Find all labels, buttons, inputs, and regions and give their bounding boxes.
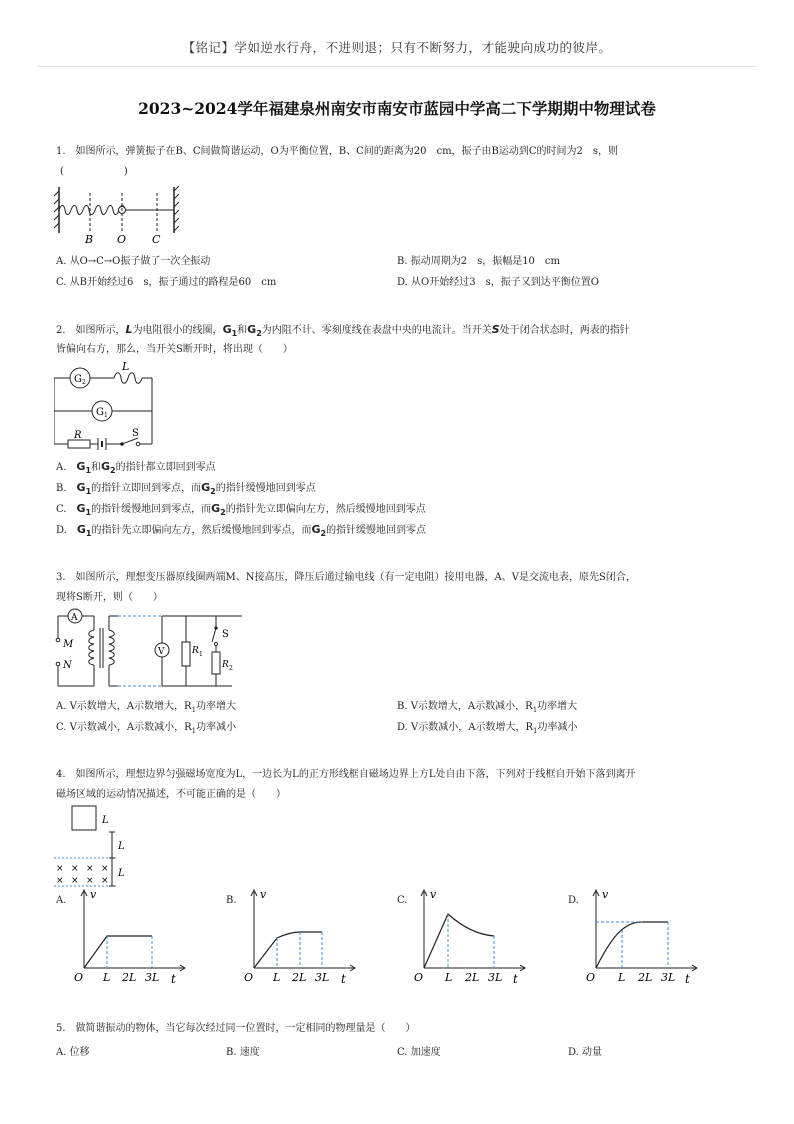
q2-text2: 为内阻不计、零刻度线在表盘中央的电流计。当开关 [261, 325, 492, 336]
q4-cross: × [71, 876, 79, 886]
q2-option-b[interactable] [56, 479, 316, 496]
q1-option-c[interactable]: C. 从B开始经过6 s，振子通过的路程是60 cm [56, 277, 277, 288]
q2-opt-a-g1: G [76, 460, 86, 473]
q2-fig-r: R [74, 430, 82, 441]
q2-opt-a-letter: A. [56, 462, 77, 473]
q4-cross: × [56, 876, 64, 886]
q4-graph-c-t: t [513, 972, 518, 986]
q2-text1: 为电阻很小的线圈， [132, 325, 223, 336]
q2-opt-c-g1-sub: 1 [85, 508, 92, 517]
q2-opt-c-letter: C. [56, 504, 77, 515]
q2-opt-c-g1: G [76, 502, 86, 515]
q2-option-d[interactable] [56, 521, 426, 538]
q2-opt-c-post: 的指针先立即偏向左方，然后缓慢地回到零点 [225, 504, 426, 515]
q1-stem-line1: 1. 如图所示，弹簧振子在B、C间做简谐运动，O为平衡位置，B、C间的距离为20 cm，振子由B运动到C的时间为2 s，则 [56, 146, 619, 157]
q2-opt-b-mid: 的指针立即回到零点，而 [91, 483, 202, 494]
exam-title: 2023~2024学年福建泉州南安市南安市蓝园中学高二下学期期中物理试卷 [138, 99, 656, 118]
q3-option-d[interactable] [397, 718, 577, 735]
q4-magnetic-field-figure [54, 804, 144, 890]
q2-g1-sub: 1 [231, 329, 238, 338]
q4-graph-b-v: v [260, 888, 267, 901]
q4-graph-b-3l: 3L [315, 971, 330, 984]
q4-graph-a-o: O [74, 971, 84, 984]
q2-opt-a-g2: G [101, 460, 111, 473]
q4-graph-d-l: L [618, 971, 626, 984]
q5-stem: 5. 做简谐振动的物体，当它每次经过同一位置时，一定相同的物理量是（ ） [56, 1023, 416, 1034]
q4-cross: × [86, 876, 94, 886]
q1-option-a[interactable]: A. 从O→C→O振子做了一次全振动 [56, 256, 211, 267]
q4-cross: × [56, 864, 64, 874]
q3-fig-a: A [71, 613, 78, 623]
q3-opt-c-text: C. V示数减小，A示数减小，R [56, 722, 192, 733]
q2-opt-a-g1-sub: 1 [85, 466, 92, 475]
q3-transformer-figure [54, 606, 244, 692]
q2-fig-s: S [132, 428, 139, 439]
q4-graph-c [410, 886, 530, 986]
q3-fig-r2: R [222, 660, 229, 670]
q4-option-c-letter[interactable]: C. [397, 895, 408, 906]
q4-graph-d-o: O [586, 971, 596, 984]
q2-opt-a-mid: 和 [91, 462, 102, 473]
q2-fig-g2-sub: 2 [82, 379, 86, 386]
q1-spring-oscillator-figure [54, 183, 184, 245]
q3-stem-line1: 3. 如图所示，理想变压器原线圈两端M、N接高压，降压后通过输电线（有一定电阻）接用电器，A、V是交流电表，原先S闭合， [56, 572, 636, 583]
q1-option-b[interactable]: B. 振动周期为2 s，振幅是10 cm [397, 256, 561, 267]
q4-graph-b-o: O [244, 971, 254, 984]
q4-fig-l1: L [102, 815, 109, 826]
q3-option-c[interactable] [56, 718, 236, 735]
q5-option-c[interactable]: C. 加速度 [397, 1047, 441, 1058]
q3-fig-r1: R [192, 646, 199, 656]
q2-stem-line2: 皆偏向右方，那么，当开关S断开时，将出现（ ） [56, 344, 293, 355]
q3-fig-n: N [63, 660, 72, 671]
q4-cross: × [101, 876, 109, 886]
q3-fig-r1-sub: 1 [199, 651, 203, 658]
q4-cross: × [101, 864, 109, 874]
q4-graph-d-v: v [602, 888, 609, 901]
q2-opt-d-g2-sub: 2 [320, 529, 327, 538]
q4-graph-c-l: L [445, 971, 453, 984]
q3-option-b[interactable] [397, 697, 577, 714]
q1-label-o: O [117, 233, 127, 245]
q3-opt-c-sub: 1 [191, 727, 197, 735]
q4-graph-d [582, 886, 702, 986]
q4-graph-d-t: t [685, 972, 690, 986]
q3-opt-b-text: B. V示数增大，A示数减小，R [397, 701, 533, 712]
q2-option-c[interactable] [56, 500, 426, 517]
q4-graph-a-3l: 3L [145, 971, 160, 984]
q4-cross: × [86, 864, 94, 874]
q4-graph-a [70, 886, 190, 986]
q2-opt-c-g2: G [211, 502, 221, 515]
q4-graph-a-v: v [90, 888, 97, 901]
q3-opt-d-sub: 1 [533, 727, 538, 735]
q4-graph-c-3l: 3L [488, 971, 503, 984]
q3-opt-a-sub: 1 [191, 706, 197, 714]
q4-graph-d-2l: 2L [638, 971, 653, 984]
q2-opt-d-g2: G [311, 523, 321, 536]
q2-fig-g1: G [96, 407, 104, 418]
q2-g1: G [222, 323, 232, 336]
q3-opt-a-text: A. V示数增大，A示数增大，R [56, 701, 192, 712]
q2-g2-sub: 2 [256, 329, 262, 338]
q2-opt-a-g2-sub: 2 [110, 466, 116, 475]
q2-opt-b-post: 的指针缓慢地回到零点 [215, 483, 316, 494]
q3-fig-s: S [222, 629, 229, 640]
q3-stem-line2: 现将S断开，则（ ） [56, 592, 163, 603]
q3-option-a[interactable] [56, 697, 236, 714]
q2-opt-b-letter: B. [56, 483, 77, 494]
q4-graph-a-l: L [103, 971, 111, 984]
q1-label-c: C [152, 233, 161, 245]
q4-option-a-letter[interactable]: A. [56, 895, 67, 906]
q2-opt-b-g2: G [201, 481, 211, 494]
q2-opt-d-mid: 的指针先立即偏向左方，然后缓慢地回到零点，而 [91, 525, 312, 536]
q4-option-d-letter[interactable]: D. [568, 895, 579, 906]
q4-graph-c-o: O [414, 971, 424, 984]
q2-opt-c-mid: 的指针缓慢地回到零点，而 [91, 504, 212, 515]
q4-fig-l2: L [118, 841, 125, 852]
q1-stem-line2: ( ) [60, 166, 128, 177]
q2-text3: 处于闭合状态时，两表的指针 [499, 325, 630, 336]
q2-opt-b-g2-sub: 2 [210, 487, 216, 496]
q3-opt-b-post: 功率增大 [537, 701, 578, 712]
q2-fig-g2: G [74, 374, 82, 385]
q4-graph-d-3l: 3L [661, 971, 676, 984]
q4-graph-b-l: L [273, 971, 281, 984]
q3-fig-v: V [158, 647, 165, 657]
q2-opt-c-g2-sub: 2 [220, 508, 226, 517]
q2-opt-b-g1: G [76, 481, 86, 494]
motto-banner: 【铭记】学如逆水行舟，不进则退；只有不断努力，才能驶向成功的彼岸。 [182, 40, 612, 55]
q2-and: 和 [237, 325, 248, 336]
q5-option-d[interactable]: D. 动量 [568, 1047, 603, 1058]
q4-graph-a-2l: 2L [122, 971, 137, 984]
q4-stem-line2: 磁场区域的运动情况描述，不可能正确的是（ ） [56, 789, 286, 800]
q2-g2: G [247, 323, 257, 336]
q2-fig-g1-sub: 1 [104, 412, 108, 419]
q3-opt-c-post: 功率减小 [196, 722, 237, 733]
q2-circuit-figure [54, 362, 158, 454]
q5-option-a[interactable]: A. 位移 [56, 1047, 90, 1058]
q4-graph-a-t: t [171, 972, 176, 986]
q1-label-b: B [85, 233, 94, 245]
q2-option-a[interactable] [56, 458, 216, 475]
q2-opt-a-post: 的指针都立即回到零点 [115, 462, 216, 473]
q3-opt-d-text: D. V示数减小，A示数增大，R [397, 722, 533, 733]
q4-option-b-letter[interactable]: B. [226, 895, 237, 906]
q2-symbol-s: S [491, 323, 500, 336]
q4-fig-l3: L [118, 868, 125, 879]
q3-opt-d-post: 功率减小 [537, 722, 578, 733]
q1-option-d[interactable]: D. 从O开始经过3 s，振子又到达平衡位置O [397, 277, 599, 288]
q4-graph-c-2l: 2L [465, 971, 480, 984]
q2-opt-d-g1-sub: 1 [85, 529, 92, 538]
q3-opt-a-post: 功率增大 [196, 701, 237, 712]
q2-opt-b-g1-sub: 1 [85, 487, 92, 496]
q4-graph-b-t: t [341, 972, 346, 986]
q3-opt-b-sub: 1 [532, 706, 538, 714]
q3-fig-m: M [63, 639, 74, 650]
q4-graph-b [240, 886, 360, 986]
q3-fig-r2-sub: 2 [229, 665, 233, 672]
q2-opt-d-letter: D. [56, 525, 77, 536]
q2-opt-d-post: 的指针缓慢地回到零点 [326, 525, 427, 536]
q4-graph-b-2l: 2L [292, 971, 307, 984]
q2-opt-d-g1: G [76, 523, 86, 536]
q4-cross: × [71, 864, 79, 874]
q4-stem-line1: 4. 如图所示，理想边界匀强磁场宽度为L，一边长为L的正方形线框自磁场边界上方L处自由下落，下列对于线框自开始下落到离开 [56, 769, 636, 780]
q2-fig-l: L [122, 362, 130, 373]
q2-num: 2. 如图所示， [56, 325, 126, 336]
q2-symbol-l: L [125, 323, 133, 336]
q5-option-b[interactable]: B. 速度 [226, 1047, 260, 1058]
q4-graph-c-v: v [430, 888, 437, 901]
header-divider [38, 66, 756, 67]
